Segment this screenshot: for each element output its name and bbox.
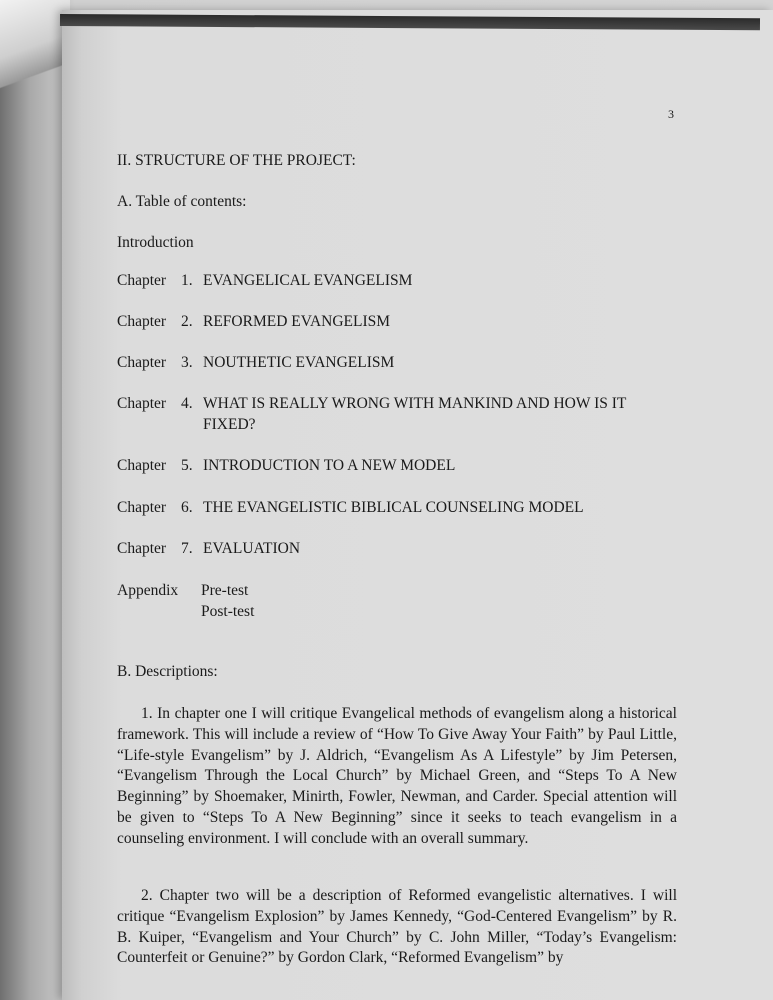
toc-appendix [117,580,254,622]
chapter-label: Chapter [117,540,167,557]
toc-chapter-4 [117,393,653,435]
toc-chapter-5 [117,455,623,476]
appendix-item: Pre-test [201,582,249,599]
chapter-label: Chapter [117,354,167,371]
toc-heading: A. Table of contents: [117,193,247,210]
chapter-title: THE EVANGELISTIC BIBLICAL COUNSELING MODEL [203,499,584,516]
chapter-number: 4. [181,395,193,412]
chapter-label: Chapter [117,457,167,474]
chapter-title: EVANGELICAL EVANGELISM [203,272,413,289]
chapter-title: REFORMED EVANGELISM [203,313,391,330]
chapter-number: 7. [181,540,193,557]
chapter-title: EVALUATION [203,540,301,557]
toc-chapter-6 [117,497,623,518]
chapter-number: 3. [181,354,193,371]
page-number: 3 [668,107,674,121]
chapter-label: Chapter [117,395,167,412]
appendix-label: Appendix [117,582,179,599]
toc-chapter-3 [117,352,623,373]
chapter-number: 6. [181,499,193,516]
descriptions-heading: B. Descriptions: [117,663,218,680]
chapter-label: Chapter [117,272,167,289]
chapter-label: Chapter [117,313,167,330]
chapter-title: INTRODUCTION TO A NEW MODEL [203,457,456,474]
chapter-title: NOUTHETIC EVANGELISM [203,354,395,371]
toc-introduction: Introduction [117,234,194,251]
toc-chapter-1 [117,270,623,291]
chapter-label: Chapter [117,499,167,516]
toc-chapter-2 [117,311,623,332]
description-paragraph-1: 1. In chapter one I will critique Evangelical methods of evangelism along a historical framework. This will include a review of “How To Give Away Your Faith” by Paul Little, “Life-style Evangelism” by J. Aldrich, “Evangelism As A Lifestyle” by Jim Petersen, “Evangelism Through the Local Church” by Michael Green, and “Steps To A New Beginning” by Shoemaker, Minirth, Fowler, Newman, and Carder. Special attention will be given to “Steps To A New Beginning” since it seeks to teach evangelism in a counseling environment. I will conclude with an overall summary. [117,705,677,847]
description-paragraph-2: 2. Chapter two will be a description of Reformed evangelistic alternatives. I will critique “Evangelism Explosion” by James Kennedy, “God-Centered Evangelism” by R. B. Kuiper, “Evangelism and Your Church” by C. John Miller, “Today’s Evangelism: Counterfeit or Genuine?” by Gordon Clark, “Reformed Evangelism” by [117,887,677,967]
chapter-number: 1. [181,272,193,289]
appendix-item: Post-test [201,603,255,620]
chapter-number: 5. [181,457,193,474]
chapter-number: 2. [181,313,193,330]
chapter-title: WHAT IS REALLY WRONG WITH MANKIND AND HOW IS IT FIXED? [203,395,627,433]
section-heading: II. STRUCTURE OF THE PROJECT: [117,152,356,169]
toc-chapter-7 [117,538,623,559]
